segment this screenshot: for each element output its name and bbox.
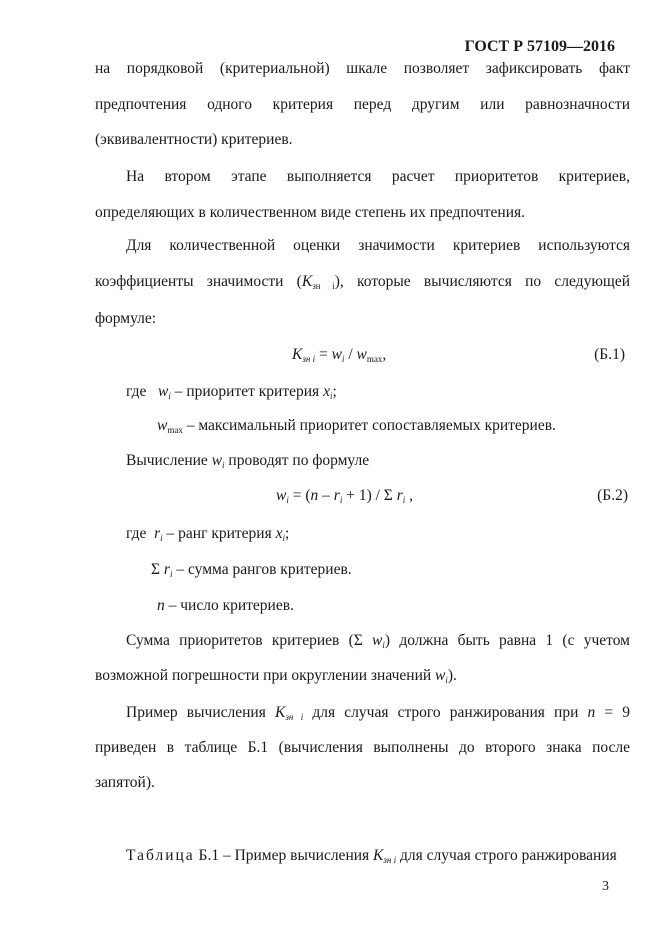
paragraph-line: определяющих в количественном виде степень их предпочтения. [95, 204, 526, 221]
formula-subscript: i [402, 495, 406, 505]
definition-text: – приоритет критерия [170, 383, 324, 400]
formula-symbol: r [163, 561, 170, 578]
formula-subscript: i [382, 640, 385, 650]
formula-symbol: x [323, 383, 330, 400]
paragraph-line [95, 273, 630, 291]
text-fragment: Вычисление [126, 452, 212, 469]
formula-subscript: i [222, 460, 225, 470]
paragraph-line: Для количественной оценки значимости критериев используются [126, 237, 630, 254]
definition-punct: ; [285, 525, 290, 542]
caption-text: Б.1 – Пример вычисления [194, 847, 374, 864]
formula-b1 [292, 346, 386, 364]
sigma-symbol: Σ [151, 561, 164, 578]
formula-symbol: r [333, 487, 340, 504]
text-fragment: = 9 [595, 704, 631, 721]
formula-symbol: w [276, 487, 287, 504]
definition-line [157, 417, 556, 435]
definition-text: – ранг критерия [162, 525, 276, 542]
table-caption [126, 847, 617, 865]
text-fragment: коэффициенты значимости ( [95, 273, 302, 290]
formula-symbol: n [587, 704, 596, 721]
definition-text: – максимальный приоритет сопоставляемых критериев. [182, 417, 556, 434]
formula-symbol: w [435, 667, 446, 684]
formula-subscript: i [445, 675, 448, 685]
formula-operator: / [344, 346, 357, 363]
document-header: ГОСТ Р 57109—2016 [464, 38, 615, 55]
formula-subscript: i [286, 495, 289, 505]
formula-symbol: n [157, 597, 165, 614]
text-fragment: ). [447, 667, 457, 684]
formula-subscript: зн i [383, 855, 397, 865]
text-fragment: ) должна быть равна 1 (с учетом [384, 632, 630, 649]
caption-label: Таблица [126, 847, 195, 864]
paragraph-line: приведен в таблице Б.1 (вычисления выполнены до второго знака после [95, 739, 630, 756]
definition-punct: ; [332, 383, 337, 400]
formula-operator: = ( [288, 487, 311, 504]
text-fragment: возможной погрешности при округлении значений [95, 667, 436, 684]
formula-subscript: зн i [302, 354, 316, 364]
definition-line [157, 597, 294, 615]
formula-subscript: i [169, 569, 173, 579]
formula-symbol: K [292, 346, 303, 363]
formula-symbol: r [396, 487, 403, 504]
text-fragment: Сумма приоритетов критериев (Σ [126, 632, 373, 649]
paragraph-line: предпочтения одного критерия перед другим или равнозначности [95, 96, 630, 113]
paragraph-line [126, 452, 369, 470]
paragraph-line: (эквивалентности) критериев. [95, 131, 293, 148]
formula-symbol: r [154, 525, 161, 542]
formula-symbol: K [274, 704, 286, 721]
formula-operator: – [318, 487, 334, 504]
coefficient-symbol: K [301, 273, 313, 290]
formula-subscript: i [160, 533, 163, 543]
formula-symbol: w [331, 346, 342, 363]
definition-text: – сумма рангов критериев. [172, 561, 352, 578]
formula-subscript: i [329, 391, 333, 401]
formula-symbol: w [157, 417, 168, 434]
formula-symbol: w [372, 632, 383, 649]
paragraph-line [126, 704, 630, 722]
formula-subscript: i [168, 391, 171, 401]
caption-text: для случая строго ранжирования [396, 847, 617, 864]
definition-line [126, 525, 289, 543]
formula-operator: = [315, 346, 332, 363]
paragraph-line: На втором этапе выполняется расчет приоритетов критериев, [126, 168, 630, 185]
formula-subscript: i [282, 533, 286, 543]
formula-symbol: w [157, 383, 169, 400]
formula-number: (Б.1) [594, 346, 625, 363]
where-label: где [126, 383, 147, 400]
formula-symbol: w [211, 452, 223, 469]
definition-line [126, 383, 337, 401]
text-fragment: Пример вычисления [126, 704, 275, 721]
page-number: 3 [602, 879, 609, 894]
paragraph-line [126, 632, 630, 650]
paragraph-line: формуле: [95, 310, 157, 327]
coefficient-subscript: зн i [312, 281, 335, 291]
where-label: где [126, 525, 147, 542]
formula-symbol: x [275, 525, 283, 542]
formula-subscript: max [366, 354, 383, 364]
definition-line [151, 561, 352, 579]
formula-symbol: K [373, 847, 384, 864]
formula-b2 [276, 487, 413, 505]
formula-subscript: зн i [285, 712, 304, 722]
formula-punct: , [382, 346, 387, 363]
formula-operator: + 1) / Σ [342, 487, 397, 504]
formula-number: (Б.2) [597, 487, 628, 504]
paragraph-line [95, 667, 457, 685]
definition-text: – число критериев. [164, 597, 294, 614]
formula-subscript: i [339, 495, 343, 505]
formula-symbol: w [356, 346, 367, 363]
text-fragment: ), которые вычисляются по следующей [334, 273, 631, 290]
formula-subscript: i [341, 354, 345, 364]
formula-punct: , [405, 487, 413, 504]
formula-subscript: max [167, 425, 183, 435]
paragraph-line: на порядковой (критериальной) шкале позволяет зафиксировать факт [95, 60, 630, 77]
text-fragment: проводят по формуле [224, 452, 370, 469]
formula-symbol: n [310, 487, 319, 504]
text-fragment: для случая строго ранжирования при [303, 704, 588, 721]
paragraph-line: запятой). [95, 774, 155, 791]
